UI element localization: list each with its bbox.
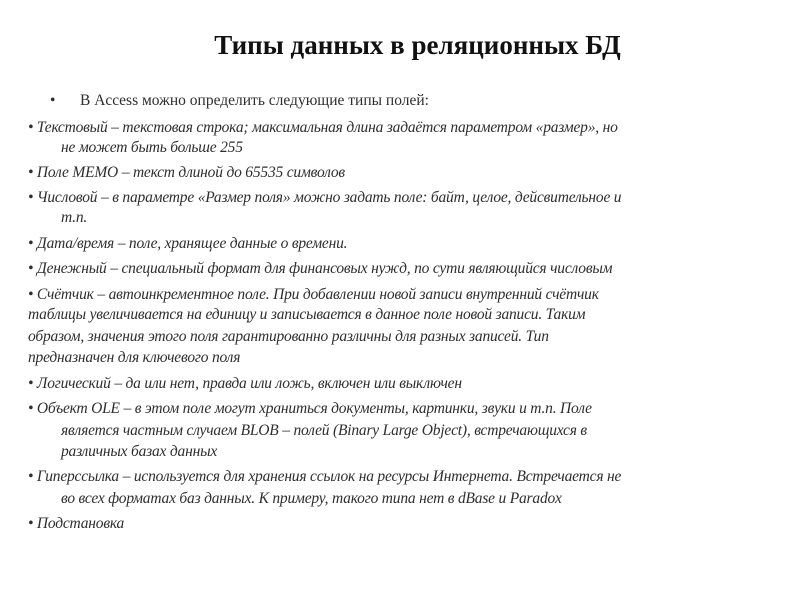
bullet: • [50,92,56,109]
list-item-ole: • Объект OLE – в этом поле могут храниться документы, картинки, звуки и т.п. Поле [28,400,592,417]
list-item-counter: образом, значения этого поля гарантированно различны для разных записей. Тип [28,328,549,345]
list-item-ole: различных базах данных [61,443,218,460]
list-item-lookup: • Подстановка [28,515,125,532]
list-item-number: т.п. [61,209,88,226]
list-item-counter: предназначен для ключевого поля [28,349,241,366]
list-item-logical: • Логический – да или нет, правда или ложь, включен или выключен [28,375,462,392]
list-item-number: • Числовой – в параметре «Размер поля» можно задать поле: байт, целое, дейсвительное и [28,189,622,206]
list-item-text: не может быть больше 255 [61,139,243,156]
list-item-counter: таблицы увеличивается на единицу и записывается в данное поле новой записи. Таким [28,306,586,323]
list-item-hyperlink: во всех форматах баз данных. К примеру, такого типа нет в dBase и Paradox [61,490,562,507]
list-item-ole: является частным случаем BLOB – полей (Binary Large Object), встречающихся в [61,422,587,439]
list-item-hyperlink: • Гиперссылка – используется для хранения ссылок на ресурсы Интернета. Встречается не [28,468,622,485]
intro-bullet [50,91,429,111]
slide-title: Типы данных в реляционных БД [214,30,621,60]
list-item-datetime: • Дата/время – поле, хранящее данные о времени. [28,235,348,252]
list-item-currency: • Денежный – специальный формат для финансовых нужд, по сути являющийся числовым [28,260,613,277]
list-item-memo: • Поле MEMO – текст длиной до 65535 символов [28,164,345,181]
list-item-text: • Текстовый – текстовая строка; максимальная длина задаётся параметром «размер», но [28,119,618,136]
list-item-counter: • Счётчик – автоинкрементное поле. При добавлении новой записи внутренний счётчик [28,286,599,303]
intro-text: В Access можно определить следующие типы полей: [80,92,429,109]
